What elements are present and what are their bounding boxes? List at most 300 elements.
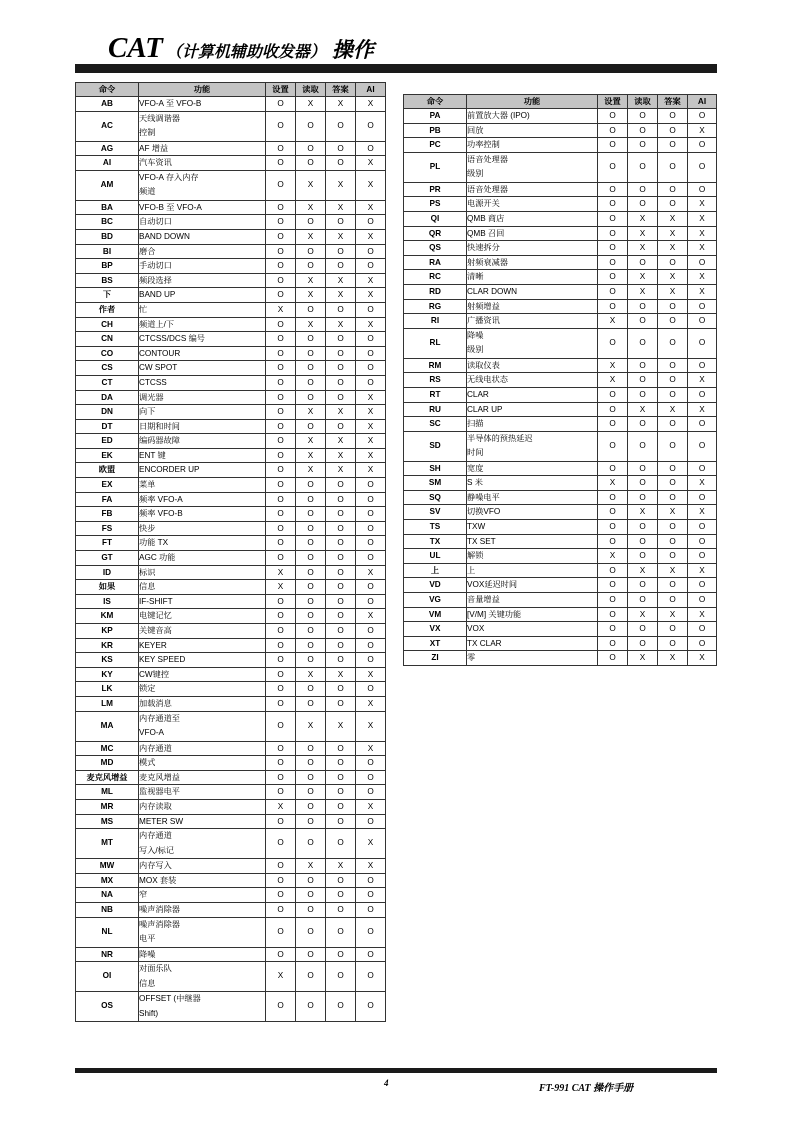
- col-header-command: 命令: [404, 95, 467, 109]
- table-row: [76, 200, 386, 215]
- cell-answer: O: [326, 551, 356, 566]
- cell-answer: X: [326, 434, 356, 449]
- cell-answer: X: [658, 241, 688, 256]
- cell-command: OI: [76, 962, 139, 992]
- table-row: [76, 507, 386, 522]
- cell-read: O: [628, 358, 658, 373]
- cell-ai: O: [356, 244, 386, 259]
- cell-set: O: [266, 346, 296, 361]
- cell-read: X: [628, 226, 658, 241]
- cell-answer: X: [326, 711, 356, 741]
- cell-command: FB: [76, 507, 139, 522]
- cell-read: O: [296, 741, 326, 756]
- cell-set: O: [598, 226, 628, 241]
- cell-function: [V/M] 关键功能: [467, 607, 598, 622]
- cell-read: O: [296, 653, 326, 668]
- cell-set: O: [266, 902, 296, 917]
- cell-command: BD: [76, 229, 139, 244]
- cell-set: X: [598, 358, 628, 373]
- cell-function: 内存通道: [139, 741, 266, 756]
- cell-answer: O: [326, 507, 356, 522]
- cell-answer: O: [658, 461, 688, 476]
- cell-command: FT: [76, 536, 139, 551]
- table-row: [76, 375, 386, 390]
- cell-function: VOX延迟时间: [467, 578, 598, 593]
- cell-function: 无线电状态: [467, 373, 598, 388]
- table-row: [76, 229, 386, 244]
- cell-answer: O: [658, 549, 688, 564]
- cell-set: O: [266, 405, 296, 420]
- cell-ai: X: [356, 448, 386, 463]
- cell-set: O: [266, 888, 296, 903]
- cell-command: IS: [76, 594, 139, 609]
- table-row: [404, 226, 717, 241]
- cell-set: O: [598, 578, 628, 593]
- cell-command: RL: [404, 328, 467, 358]
- table-row: [76, 332, 386, 347]
- table-row: [404, 402, 717, 417]
- table-row: [76, 814, 386, 829]
- cell-function: 噪声消除器 电平: [139, 917, 266, 947]
- cell-set: X: [598, 549, 628, 564]
- table-row: [404, 241, 717, 256]
- table-row: [76, 302, 386, 317]
- cell-answer: X: [658, 607, 688, 622]
- cell-set: O: [598, 402, 628, 417]
- table-row: [404, 622, 717, 637]
- cell-ai: O: [356, 492, 386, 507]
- cell-set: O: [598, 622, 628, 637]
- cell-set: O: [266, 859, 296, 874]
- cell-read: O: [296, 111, 326, 141]
- cell-command: ID: [76, 565, 139, 580]
- cell-answer: O: [658, 534, 688, 549]
- cell-answer: O: [658, 622, 688, 637]
- table-row: [76, 273, 386, 288]
- cell-function: CW SPOT: [139, 361, 266, 376]
- cell-command: 上: [404, 563, 467, 578]
- cell-answer: X: [658, 651, 688, 666]
- cell-read: O: [628, 490, 658, 505]
- manual-title: FT-991 CAT 操作手册: [539, 1083, 634, 1094]
- table-row: [404, 636, 717, 651]
- cell-read: O: [628, 636, 658, 651]
- cell-read: O: [296, 962, 326, 992]
- cell-answer: O: [658, 476, 688, 491]
- cell-set: O: [266, 448, 296, 463]
- table-row: [76, 580, 386, 595]
- cell-function: AF 增益: [139, 141, 266, 156]
- cell-answer: O: [658, 387, 688, 402]
- cell-command: RI: [404, 314, 467, 329]
- cell-command: NB: [76, 902, 139, 917]
- table-row: [76, 521, 386, 536]
- cell-command: RD: [404, 284, 467, 299]
- table-row: [76, 448, 386, 463]
- cell-function: MOX 套装: [139, 873, 266, 888]
- cell-set: O: [598, 123, 628, 138]
- cell-set: O: [598, 636, 628, 651]
- cell-command: KY: [76, 667, 139, 682]
- cell-command: CS: [76, 361, 139, 376]
- cell-read: O: [296, 156, 326, 171]
- cell-command: SM: [404, 476, 467, 491]
- table-row: [76, 434, 386, 449]
- cell-set: O: [598, 461, 628, 476]
- cell-read: O: [628, 387, 658, 402]
- cell-answer: X: [658, 270, 688, 285]
- table-row: [404, 490, 717, 505]
- cell-ai: O: [688, 461, 717, 476]
- cell-ai: X: [356, 696, 386, 711]
- cell-function: 前置放大器 (IPO): [467, 109, 598, 124]
- cell-answer: O: [658, 358, 688, 373]
- cell-function: 磨合: [139, 244, 266, 259]
- cell-function: CTCSS/DCS 编号: [139, 332, 266, 347]
- cell-command: LM: [76, 696, 139, 711]
- cell-command: 作者: [76, 302, 139, 317]
- cell-read: O: [296, 902, 326, 917]
- cell-ai: O: [356, 624, 386, 639]
- cell-answer: O: [658, 431, 688, 461]
- command-table-right: [403, 94, 717, 666]
- cell-command: RA: [404, 255, 467, 270]
- cell-read: O: [296, 215, 326, 230]
- cell-read: O: [296, 536, 326, 551]
- cell-ai: O: [688, 534, 717, 549]
- cell-read: X: [296, 448, 326, 463]
- table-row: [76, 653, 386, 668]
- cell-set: O: [266, 200, 296, 215]
- table-row: [76, 638, 386, 653]
- cell-read: O: [296, 478, 326, 493]
- cell-function: 静噪电平: [467, 490, 598, 505]
- cell-answer: O: [326, 638, 356, 653]
- cell-function: 清晰: [467, 270, 598, 285]
- cell-ai: O: [356, 594, 386, 609]
- cell-ai: X: [356, 711, 386, 741]
- cell-set: O: [598, 520, 628, 535]
- cell-read: O: [628, 417, 658, 432]
- cell-ai: X: [688, 226, 717, 241]
- cell-function: ENT 键: [139, 448, 266, 463]
- title-cat: CAT: [108, 32, 163, 64]
- cell-answer: O: [658, 152, 688, 182]
- table-row: [76, 609, 386, 624]
- table-row: [76, 594, 386, 609]
- cell-set: O: [598, 505, 628, 520]
- cell-ai: O: [356, 141, 386, 156]
- table-row: [76, 244, 386, 259]
- title-operation: 操作: [331, 38, 374, 62]
- table-row: [76, 962, 386, 992]
- cell-function: 降噪 级别: [467, 328, 598, 358]
- cell-answer: O: [658, 373, 688, 388]
- cell-ai: O: [356, 521, 386, 536]
- cell-set: O: [266, 551, 296, 566]
- cell-ai: O: [688, 622, 717, 637]
- cell-ai: O: [356, 478, 386, 493]
- cell-set: O: [266, 244, 296, 259]
- table-row: [76, 463, 386, 478]
- cell-function: METER SW: [139, 814, 266, 829]
- cell-read: X: [628, 651, 658, 666]
- cell-command: AM: [76, 170, 139, 200]
- cell-ai: O: [356, 902, 386, 917]
- cell-read: X: [628, 241, 658, 256]
- cell-answer: O: [326, 565, 356, 580]
- cell-function: KEYER: [139, 638, 266, 653]
- table-row: [76, 859, 386, 874]
- cell-ai: X: [356, 829, 386, 859]
- cell-ai: X: [356, 799, 386, 814]
- cell-ai: X: [356, 434, 386, 449]
- cell-answer: X: [326, 463, 356, 478]
- cell-set: X: [266, 565, 296, 580]
- cell-ai: O: [688, 417, 717, 432]
- table-row: [404, 182, 717, 197]
- cell-read: O: [628, 622, 658, 637]
- cell-command: BA: [76, 200, 139, 215]
- cell-ai: X: [356, 273, 386, 288]
- cell-answer: O: [326, 799, 356, 814]
- table-row: [404, 651, 717, 666]
- cell-command: PL: [404, 152, 467, 182]
- cell-answer: O: [658, 182, 688, 197]
- cell-ai: O: [688, 314, 717, 329]
- cell-ai: O: [356, 682, 386, 697]
- cell-function: 快速拆分: [467, 241, 598, 256]
- cell-ai: X: [356, 405, 386, 420]
- cell-command: QS: [404, 241, 467, 256]
- col-header-command: 命令: [76, 83, 139, 97]
- table-row: [404, 197, 717, 212]
- cell-ai: O: [688, 431, 717, 461]
- cell-ai: O: [356, 507, 386, 522]
- cell-answer: X: [658, 226, 688, 241]
- cell-answer: X: [658, 211, 688, 226]
- cell-function: TXW: [467, 520, 598, 535]
- cell-read: O: [296, 141, 326, 156]
- table-row: [76, 536, 386, 551]
- table-row: [76, 770, 386, 785]
- cell-ai: X: [688, 607, 717, 622]
- cell-function: 忙: [139, 302, 266, 317]
- table-row: [404, 123, 717, 138]
- cell-read: O: [628, 197, 658, 212]
- cell-answer: O: [326, 624, 356, 639]
- cell-ai: O: [356, 814, 386, 829]
- cell-command: VG: [404, 593, 467, 608]
- cell-set: O: [266, 141, 296, 156]
- cell-function: 射频衰减器: [467, 255, 598, 270]
- table-row: [404, 593, 717, 608]
- cell-answer: X: [658, 563, 688, 578]
- cell-read: O: [628, 328, 658, 358]
- cell-answer: O: [658, 255, 688, 270]
- cell-function: 功能 TX: [139, 536, 266, 551]
- cell-set: O: [266, 917, 296, 947]
- cell-command: 麦克风增益: [76, 770, 139, 785]
- cell-command: PA: [404, 109, 467, 124]
- cell-command: CN: [76, 332, 139, 347]
- table-row: [404, 461, 717, 476]
- cell-answer: O: [658, 109, 688, 124]
- cell-answer: O: [326, 873, 356, 888]
- table-row: [76, 156, 386, 171]
- footer-rule: [75, 1068, 717, 1073]
- cell-set: O: [598, 197, 628, 212]
- cell-function: 天线调谐器 控制: [139, 111, 266, 141]
- cell-command: LK: [76, 682, 139, 697]
- cell-function: VFO-A 存入内存 频道: [139, 170, 266, 200]
- table-row: [404, 255, 717, 270]
- cell-set: O: [598, 387, 628, 402]
- cell-answer: X: [326, 288, 356, 303]
- col-header-function: 功能: [467, 95, 598, 109]
- cell-set: O: [266, 273, 296, 288]
- cell-ai: O: [356, 638, 386, 653]
- table-row: [404, 138, 717, 153]
- cell-command: TX: [404, 534, 467, 549]
- cell-ai: O: [688, 490, 717, 505]
- cell-ai: O: [356, 756, 386, 771]
- col-header-answer: 答案: [658, 95, 688, 109]
- cell-function: QMB 召回: [467, 226, 598, 241]
- cell-ai: X: [356, 667, 386, 682]
- cell-command: NR: [76, 947, 139, 962]
- cell-command: VX: [404, 622, 467, 637]
- cell-answer: O: [326, 696, 356, 711]
- cell-ai: O: [356, 215, 386, 230]
- cell-function: CLAR DOWN: [467, 284, 598, 299]
- cell-read: X: [296, 170, 326, 200]
- cell-read: X: [296, 200, 326, 215]
- cell-command: RU: [404, 402, 467, 417]
- cell-function: BAND UP: [139, 288, 266, 303]
- cell-answer: O: [658, 578, 688, 593]
- cell-answer: O: [326, 332, 356, 347]
- table-row: [76, 873, 386, 888]
- cell-set: X: [598, 314, 628, 329]
- cell-command: BI: [76, 244, 139, 259]
- cell-set: O: [266, 97, 296, 112]
- cell-answer: O: [326, 302, 356, 317]
- cell-answer: O: [658, 197, 688, 212]
- cell-function: CLAR UP: [467, 402, 598, 417]
- cell-set: O: [598, 270, 628, 285]
- cell-read: O: [296, 888, 326, 903]
- cell-answer: O: [326, 111, 356, 141]
- cell-read: O: [628, 138, 658, 153]
- cell-read: O: [296, 947, 326, 962]
- cell-ai: O: [356, 332, 386, 347]
- cell-set: O: [266, 111, 296, 141]
- cell-answer: O: [326, 521, 356, 536]
- cell-answer: X: [326, 229, 356, 244]
- table-header-row: [404, 95, 717, 109]
- cell-read: O: [296, 785, 326, 800]
- cell-command: MC: [76, 741, 139, 756]
- cell-function: 手动切口: [139, 259, 266, 274]
- table-row: [404, 578, 717, 593]
- cell-function: 频率 VFO-B: [139, 507, 266, 522]
- col-header-ai: AI: [688, 95, 717, 109]
- cell-function: 关键音高: [139, 624, 266, 639]
- cell-read: O: [296, 624, 326, 639]
- cell-function: 解锁: [467, 549, 598, 564]
- cell-function: 半导体的预热延迟 时间: [467, 431, 598, 461]
- cell-read: O: [296, 799, 326, 814]
- cell-function: 频率 VFO-A: [139, 492, 266, 507]
- cell-ai: X: [356, 288, 386, 303]
- cell-read: O: [628, 461, 658, 476]
- cell-set: O: [598, 651, 628, 666]
- cell-read: O: [628, 476, 658, 491]
- cell-ai: X: [356, 609, 386, 624]
- cell-ai: O: [688, 109, 717, 124]
- cell-answer: O: [658, 314, 688, 329]
- cell-set: O: [266, 638, 296, 653]
- cell-read: O: [628, 534, 658, 549]
- cell-set: O: [266, 390, 296, 405]
- cell-set: X: [266, 302, 296, 317]
- header-rule: [75, 64, 717, 73]
- cell-answer: O: [326, 962, 356, 992]
- cell-ai: O: [688, 636, 717, 651]
- cell-ai: O: [356, 785, 386, 800]
- cell-function: CONTOUR: [139, 346, 266, 361]
- cell-command: MT: [76, 829, 139, 859]
- cell-read: O: [296, 361, 326, 376]
- cell-read: X: [628, 563, 658, 578]
- cell-set: O: [598, 211, 628, 226]
- cell-ai: O: [356, 888, 386, 903]
- cell-function: VFO-A 至 VFO-B: [139, 97, 266, 112]
- cell-answer: O: [326, 888, 356, 903]
- cell-read: O: [628, 109, 658, 124]
- cell-command: MS: [76, 814, 139, 829]
- cell-set: O: [266, 992, 296, 1022]
- cell-read: X: [296, 667, 326, 682]
- cell-answer: O: [326, 580, 356, 595]
- cell-ai: O: [356, 111, 386, 141]
- table-row: [76, 624, 386, 639]
- table-row: [76, 696, 386, 711]
- cell-answer: O: [326, 594, 356, 609]
- cell-function: 零: [467, 651, 598, 666]
- cell-ai: X: [356, 229, 386, 244]
- cell-function: 读取仪表: [467, 358, 598, 373]
- cell-set: O: [266, 814, 296, 829]
- cell-set: O: [266, 770, 296, 785]
- cell-read: X: [296, 317, 326, 332]
- col-header-set: 设置: [266, 83, 296, 97]
- cell-answer: X: [326, 667, 356, 682]
- command-table-left: [75, 82, 386, 1022]
- cell-ai: X: [356, 97, 386, 112]
- cell-function: QMB 商店: [467, 211, 598, 226]
- cell-command: SD: [404, 431, 467, 461]
- cell-function: 自动切口: [139, 215, 266, 230]
- cell-command: BP: [76, 259, 139, 274]
- cell-function: 噪声消除器: [139, 902, 266, 917]
- cell-set: O: [266, 478, 296, 493]
- cell-function: 切换VFO: [467, 505, 598, 520]
- cell-set: O: [266, 156, 296, 171]
- cell-set: O: [266, 229, 296, 244]
- cell-function: 向下: [139, 405, 266, 420]
